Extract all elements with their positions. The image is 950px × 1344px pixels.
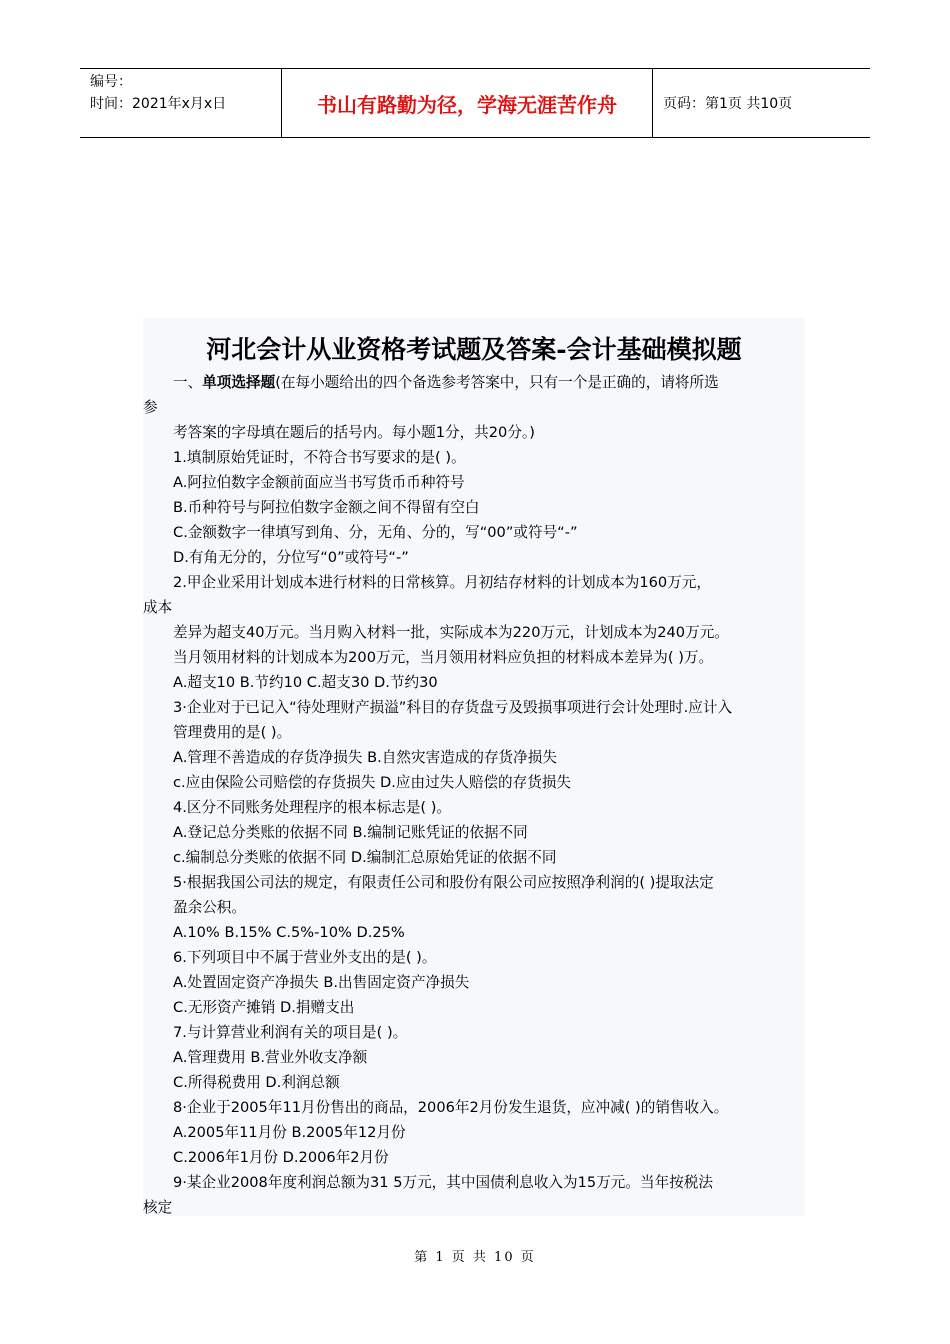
header-motto: 书山有路勤为径，学海无涯苦作舟 — [282, 69, 653, 137]
text-line: B.币种符号与阿拉伯数字金额之间不得留有空白 — [173, 499, 480, 516]
text-line: 9·某企业2008年度利润总额为31 5万元，其中国债利息收入为15万元。当年按税法 — [173, 1174, 713, 1191]
code-label: 编号： — [90, 74, 132, 90]
text-line: A.10% B.15% C.5%-10% D.25% — [173, 924, 405, 941]
section-rest: (在每小题给出的四个备选参考答案中，只有一个是正确的，请将所选 — [275, 374, 719, 391]
text-line: 4.区分不同账务处理程序的根本标志是( )。 — [173, 799, 452, 816]
text-line: A.登记总分类账的依据不同 B.编制记账凭证的依据不同 — [173, 824, 528, 841]
text-line: 盈余公积。 — [173, 899, 246, 916]
section-prefix: 一、 — [173, 374, 203, 391]
time-label: 时间：2021年x月x日 — [90, 96, 227, 112]
text-line: 当月领用材料的计划成本为200万元，当月领用材料应负担的材料成本差异为( )万。 — [173, 649, 714, 666]
header-page-info: 页码：第1页 共10页 — [663, 96, 793, 112]
text-line: 成本 — [143, 599, 173, 616]
page-footer: 第 1 页 共 10 页 — [414, 1250, 536, 1265]
text-line: A.管理费用 B.营业外收支净额 — [173, 1049, 368, 1066]
header-table — [80, 68, 870, 138]
text-line: C.2006年1月份 D.2006年2月份 — [173, 1149, 389, 1166]
text-line: D.有角无分的，分位写“0”或符号“-” — [173, 549, 409, 566]
text-line: 考答案的字母填在题后的括号内。每小题1分，共20分。) — [173, 424, 535, 441]
text-line: 参 — [143, 399, 158, 416]
text-line: C.金额数字一律填写到角、分，无角、分的，写“00”或符号“-” — [173, 524, 578, 541]
document-body — [143, 318, 805, 1216]
text-line: A.管理不善造成的存货净损失 B.自然灾害造成的存货净损失 — [173, 749, 557, 766]
text-line: 差异为超支40万元。当月购入材料一批，实际成本为220万元，计划成本为240万元。 — [173, 624, 729, 641]
header-meta — [80, 69, 282, 137]
text-line: 1.填制原始凭证时，不符合书写要求的是( )。 — [173, 449, 466, 466]
text-line: 核定 — [143, 1199, 173, 1216]
section-heading — [173, 373, 719, 393]
text-line: 3·企业对于已记入“待处理财产损溢”科目的存货盘亏及毁损事项进行会计处理时.应计入 — [173, 699, 733, 716]
text-line: 管理费用的是( )。 — [173, 724, 292, 741]
text-line: 6.下列项目中不属于营业外支出的是( )。 — [173, 949, 437, 966]
text-line: A.2005年11月份 B.2005年12月份 — [173, 1124, 406, 1141]
text-line: 5·根据我国公司法的规定，有限责任公司和股份有限公司应按照净利润的( )提取法定 — [173, 874, 714, 891]
text-line: A.阿拉伯数字金额前面应当书写货币币种符号 — [173, 474, 465, 491]
text-line: 7.与计算营业利润有关的项目是( )。 — [173, 1024, 408, 1041]
text-line: A.处置固定资产净损失 B.出售固定资产净损失 — [173, 974, 470, 991]
document-title: 河北会计从业资格考试题及答案-会计基础模拟题 — [206, 335, 742, 364]
text-line: c.应由保险公司赔偿的存货损失 D.应由过失人赔偿的存货损失 — [173, 774, 572, 791]
text-line: 8·企业于2005年11月份售出的商品，2006年2月份发生退货，应冲减( )的销售收入。 — [173, 1099, 729, 1116]
text-line: C.无形资产摊销 D.捐赠支出 — [173, 999, 355, 1016]
section-bold: 单项选择题 — [202, 374, 276, 391]
text-line: 2.甲企业采用计划成本进行材料的日常核算。月初结存材料的计划成本为160万元， — [173, 574, 711, 591]
text-line: C.所得税费用 D.利润总额 — [173, 1074, 340, 1091]
text-line: c.编制总分类账的依据不同 D.编制汇总原始凭证的依据不同 — [173, 849, 557, 866]
text-line: A.超支10 B.节约10 C.超支30 D.节约30 — [173, 674, 438, 691]
